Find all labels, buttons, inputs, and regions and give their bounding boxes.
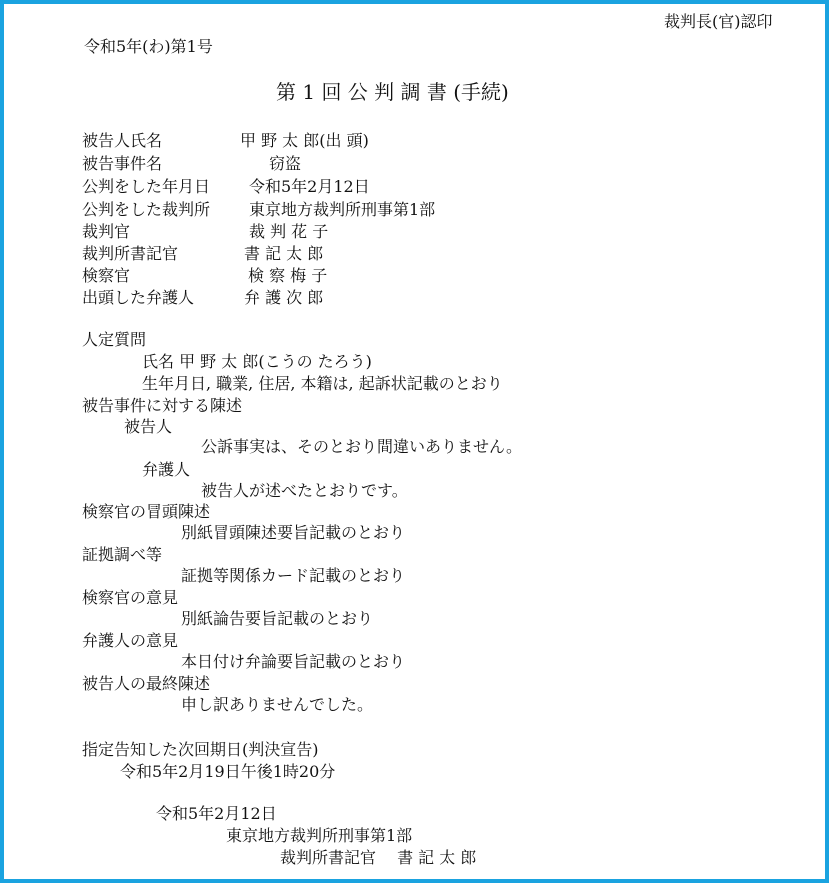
prosecutor-label: 検察官 bbox=[82, 266, 131, 285]
clerk-label: 裁判所書記官 bbox=[82, 244, 179, 263]
case-number: 令和5年(わ)第1号 bbox=[84, 37, 213, 56]
evidence-text: 証拠等関係カード記載のとおり bbox=[181, 566, 406, 585]
statement-heading: 被告事件に対する陳述 bbox=[82, 396, 243, 415]
trial-date-value: 令和5年2月12日 bbox=[249, 177, 370, 196]
next-date-heading: 指定告知した次回期日(判決宣告) bbox=[82, 740, 319, 759]
counsel-opinion-text: 本日付け弁論要旨記載のとおり bbox=[181, 652, 406, 671]
judge-label: 裁判官 bbox=[82, 222, 131, 241]
counsel-subheading: 弁護人 bbox=[142, 460, 191, 479]
stamp-label: 裁判長(官)認印 bbox=[664, 12, 773, 31]
identity-heading: 人定質問 bbox=[82, 330, 147, 349]
counsel-value: 弁 護 次 郎 bbox=[244, 288, 324, 307]
court-label: 公判をした裁判所 bbox=[82, 200, 211, 219]
court-value: 東京地方裁判所刑事第1部 bbox=[249, 200, 436, 219]
footer-clerk: 裁判所書記官 書 記 太 郎 bbox=[280, 848, 477, 867]
defendant-subheading: 被告人 bbox=[124, 417, 173, 436]
defendant-statement: 公訴事実は、そのとおり間違いありません。 bbox=[201, 437, 522, 456]
footer-court: 東京地方裁判所刑事第1部 bbox=[226, 826, 413, 845]
clerk-value: 書 記 太 郎 bbox=[244, 244, 324, 263]
counsel-opinion-heading: 弁護人の意見 bbox=[82, 631, 179, 650]
counsel-statement: 被告人が述べたとおりです。 bbox=[201, 481, 408, 500]
identity-details: 生年月日, 職業, 住居, 本籍は, 起訴状記載のとおり bbox=[142, 374, 503, 393]
final-statement-text: 申し訳ありませんでした。 bbox=[181, 695, 374, 714]
judge-value: 裁 判 花 子 bbox=[249, 222, 329, 241]
prosecutor-opinion-heading: 検察官の意見 bbox=[82, 588, 179, 607]
final-statement-heading: 被告人の最終陳述 bbox=[82, 674, 211, 693]
prosecutor-value: 検 察 梅 子 bbox=[248, 266, 328, 285]
prosecutor-opinion-text: 別紙論告要旨記載のとおり bbox=[181, 609, 374, 628]
next-date-text: 令和5年2月19日午後1時20分 bbox=[120, 762, 336, 781]
defendant-value: 甲 野 太 郎(出 頭) bbox=[240, 131, 369, 150]
opening-text: 別紙冒頭陳述要旨記載のとおり bbox=[181, 523, 406, 542]
trial-date-label: 公判をした年月日 bbox=[82, 177, 211, 196]
defendant-label: 被告人氏名 bbox=[82, 131, 163, 150]
case-name-value: 窃盗 bbox=[269, 154, 302, 173]
evidence-heading: 証拠調べ等 bbox=[82, 545, 163, 564]
counsel-label: 出頭した弁護人 bbox=[82, 288, 195, 307]
footer-date: 令和5年2月12日 bbox=[156, 804, 277, 823]
document-title: 第 1 回 公 判 調 書 (手続) bbox=[276, 80, 509, 104]
identity-name: 氏名 甲 野 太 郎(こうの たろう) bbox=[142, 352, 372, 371]
case-name-label: 被告事件名 bbox=[82, 154, 163, 173]
opening-heading: 検察官の冒頭陳述 bbox=[82, 502, 211, 521]
